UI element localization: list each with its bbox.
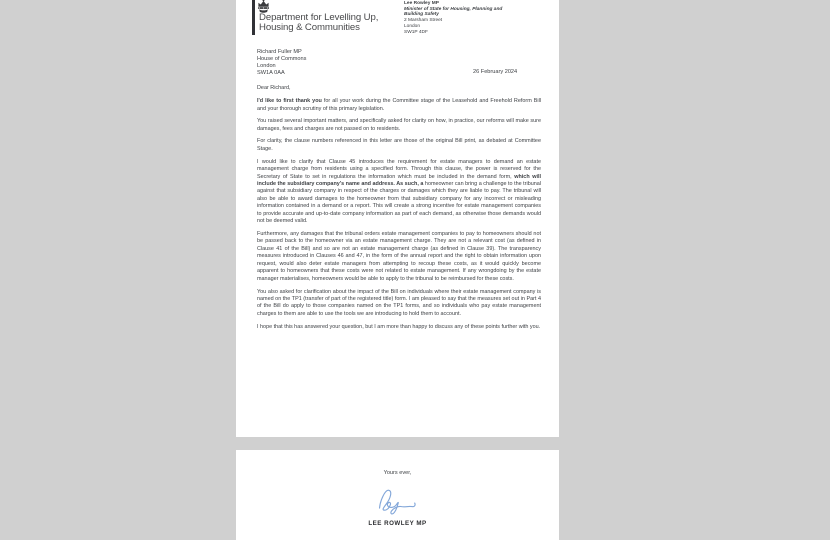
letter-paragraph: I hope that this has answered your question, but I am more than happy to discuss any of these points further with you.: [257, 323, 541, 330]
letter-body: [257, 85, 541, 336]
letter-date: 26 February 2024: [473, 69, 518, 75]
closing-valediction: Yours ever,: [383, 470, 412, 476]
signatory-name: LEE ROWLEY MP: [368, 520, 427, 527]
recipient-line1: Richard Fuller MP: [257, 49, 302, 55]
dept-name-line2: Housing & Communities: [259, 22, 360, 34]
letter-paragraph: Furthermore, any damages that the tribunal orders estate management companies to pay to homeowners should not be passed back to the homeowner via an estate management charge. They are not a relevant cost (as defined in Clause 41 of the Bill) and so are not an estate management charge (as defined in Clause 39). The transparency measures introduced in Clauses 46 and 47, in the form of the annual report and the right to obtain information upon request, would also deter estate managers from attempting to recoup these costs, as it would quickly become apparent to homeowners that these costs were not related to estate management. If any wrongdoing by the estate manager materialises, homeowners would be able to apply to the tribunal to be reimbursed for these costs.: [257, 231, 541, 282]
minister-title-line1: Minister of State for Housing, Planning and: [404, 6, 503, 12]
salutation: Dear Richard,: [257, 85, 291, 91]
letter-paragraph: You raised several important matters, and specifically asked for clarity on how, in practice, our reforms will make sure damages, fees and charges are not passed on to residents.: [257, 118, 541, 132]
minister-name: Lee Rowley MP: [404, 1, 439, 6]
minister-title-line2: Building Safety: [404, 12, 439, 18]
letter-page-2: [236, 450, 559, 540]
dept-logo-bar: [252, 0, 255, 35]
handwritten-signature-icon: [374, 486, 422, 518]
recipient-line4: SW1A 0AA: [257, 70, 285, 77]
letter-page-1: [236, 0, 559, 437]
letter-paragraph: You also asked for clarification about the impact of the Bill on individuals where their estate management company is named on the TP1 (transfer of part of the registered title) form. I am pleased to say that the measures set out in Part 4 of the Bill do apply to those companies named on the TP1 forms, and so individuals who pay estate management charges to them are able to use the tools we are introducing to hold them to account.: [257, 288, 541, 317]
letter-paragraph: I'd like to first thank you for all your work during the Committee stage of the Leasehold and Freehold Reform Bill and your thorough scrutiny of this primary legislation.: [257, 98, 541, 112]
dept-name: [259, 13, 378, 34]
minister-address-line1: 2 Marsham Street: [404, 18, 443, 24]
letter-paragraph: I would like to clarify that Clause 45 introduces the requirement for estate managers to demand an estate management charge from residents using a specified form. Through this clause, the power is reserved for the Secretary of State to set in regulations the information which must be included in the demand form, which will include the subsidiary company's name and address. As such, a homeowner can bring a challenge to the tribunal against that subsidiary company in respect of the charges or damages which they are liable to pay. The tribunal will also be able to award damages to the homeowner from that subsidiary company for any incorrect or misleading information contained in a demand or a report. This will create a strong incentive for estate management companies to provide accurate and up-to-date company information as part of each demand, as otherwise those demands would not be deemed valid.: [257, 158, 541, 225]
minister-address-line2: London: [404, 23, 421, 29]
recipient-line3: London: [257, 63, 276, 70]
letter-paragraph: For clarity, the clause numbers referenced in this letter are those of the original Bill print, as debated at Committee Stage.: [257, 138, 541, 152]
dept-name-line1: Department for Levelling Up,: [259, 12, 379, 23]
minister-contact-block: [404, 1, 502, 35]
minister-address-line3: SW1P 4DF: [404, 29, 428, 35]
recipient-address-block: [257, 49, 306, 77]
recipient-line2: House of Commons: [257, 56, 307, 63]
